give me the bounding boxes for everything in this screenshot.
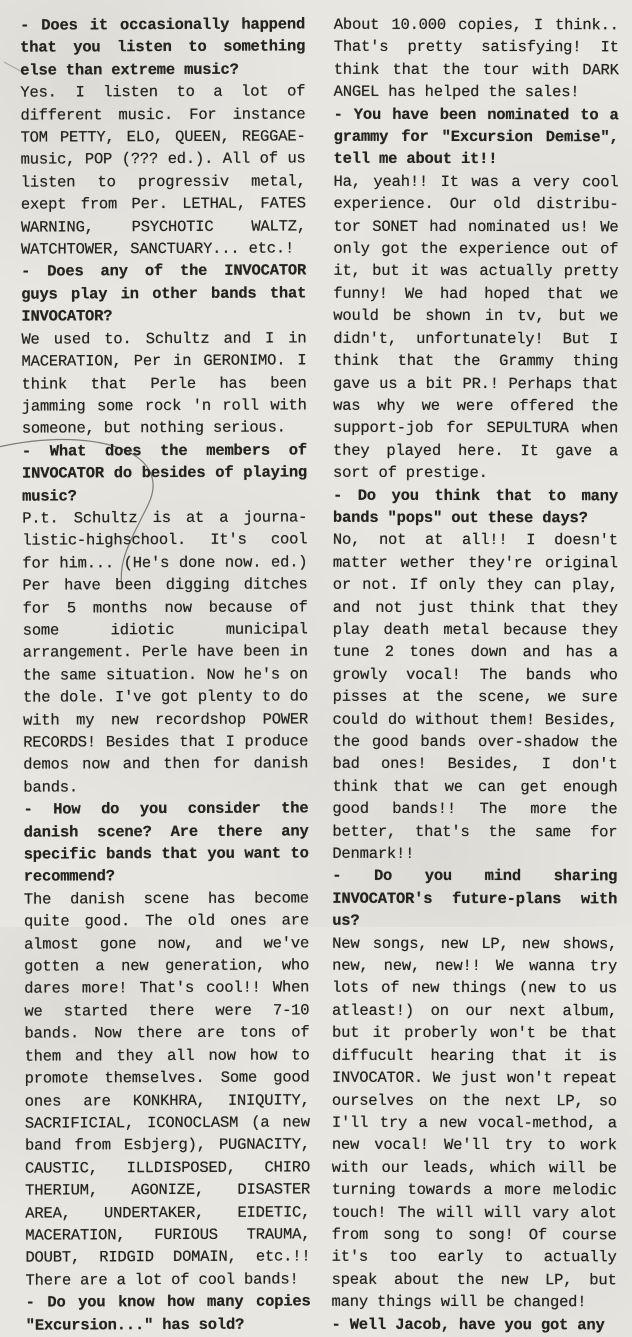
interview-question: - Well Jacob, have you got any xyxy=(331,1315,605,1334)
interview-question: - You have been nominated to a grammy for "Excursion Demise", tell me about it!! xyxy=(333,105,619,169)
interview-question: - Do you know how many copies "Excursion..." has sold? xyxy=(25,1292,311,1335)
interview-answer: The danish scene has become quite good. The old ones are almost gone now, and we've gotten a new generation, who dares more! That's cool!! When we started there were 7-10 bands. Now there are tons of them and they all now how to promote themselves. Some good ones are KONKHRA, INIQUITY, SACRIFICIAL, ICONOCLASM (a new band from Esbjerg), PUGNACITY, CAUSTIC, ILLDISPOSED, CHIRO THERIUM, AGONIZE, DISASTER AREA, UNDERTAKER, EIDETIC, MACERATION, FURIOUS TRAUMA, DOUBT, RIDGID DOMAIN, etc.!! There are a lot of cool bands! xyxy=(23,889,311,1290)
interview-question: - Does any of the INVOCATOR guys play in other bands that INVOCATOR? xyxy=(21,261,307,326)
interview-answer: New songs, new LP, new shows, new, new, new!! We wanna try lots of new things (new to us atleast!) on our next album, but it proberly won't be that diffucult hearing that it is INVOCATOR. We just won't repeat ourselves on the next LP, so I'll try a new vocal-method, a new vocal! We'll try to work with our leads, which will be turning towards a more melodic touch! The will will vary alot from song to song! Of course it's too early to actually speak about the new LP, but many things will be changed! xyxy=(331,934,618,1312)
interview-answer: Ha, yeah!! It was a very cool experience. Our old distribu-tor SONET had nominated us! We only got the experience out of it, but it was actually pretty funny! We had hoped that we would be shown in tv, but we didn't, unfortunately! But I think that the Grammy thing gave us a bit PR.! Perhaps that was why we were offered the support-job for SEPULTURA when they played here. It gave a sort of prestige. xyxy=(332,172,619,483)
interview-question: - How do you consider the danish scene? Are there any specific bands that you want to recommend? xyxy=(23,799,309,887)
interview-question: - Do you think that to many bands "pops" out these days? xyxy=(332,486,618,528)
interview-answer: We used to. Schultz and I in MACERATION, Per in GERONIMO. I think that Perle has been jamming some rock 'n roll with someone, but nothing serious. xyxy=(21,329,307,438)
interview-answer: P.t. Schultz is at a journa-listic-highschool. It's cool for him... (He's done now. ed.) Per have been digging ditches for 5 months now because of some idiotic municipal arrangement. Perle have been in the same situation. Now he's on the dole. I've got plenty to do with my new recordshop POWER RECORDS! Besides that I produce demos now and then for danish bands. xyxy=(22,508,309,797)
right-column xyxy=(331,14,619,1334)
left-column xyxy=(20,13,311,1335)
interview-answer: No, not at all!! I doesn't matter wether they're original or not. If only they can play, and not just think that they play death metal because they tune 2 tones down and has a growly vocal! The bands who pisses at the scene, we sure could do without them! Besides, the good bands over-shadow the bad ones! Besides, I don't think that we can get enough good bands!! The more the better, that's the same for Denmark!! xyxy=(332,531,618,863)
interview-question: - Does it occasionally happend that you listen to something else than extreme music? xyxy=(20,15,306,80)
interview-answer: Yes. I listen to a lot of different music. For instance TOM PETTY, ELO, QUEEN, REGGAE-music, POP (??? ed.). All of us listen to progressiv metal, exept from Per. LETHAL, FATES WARNING, PSYCHOTIC WALTZ, WATCHTOWER, SANCTUARY... etc.! xyxy=(20,82,306,259)
interview-question: - Do you mind sharing INVOCATOR's future-plans with us? xyxy=(332,867,618,931)
interview-question: - What does the members of INVOCATOR do besides of playing music? xyxy=(21,441,308,506)
interview-answer: About 10.000 copies, I think.. That's pretty satisfying! It think that the tour with DARK ANGEL has helped the sales! xyxy=(333,15,619,102)
